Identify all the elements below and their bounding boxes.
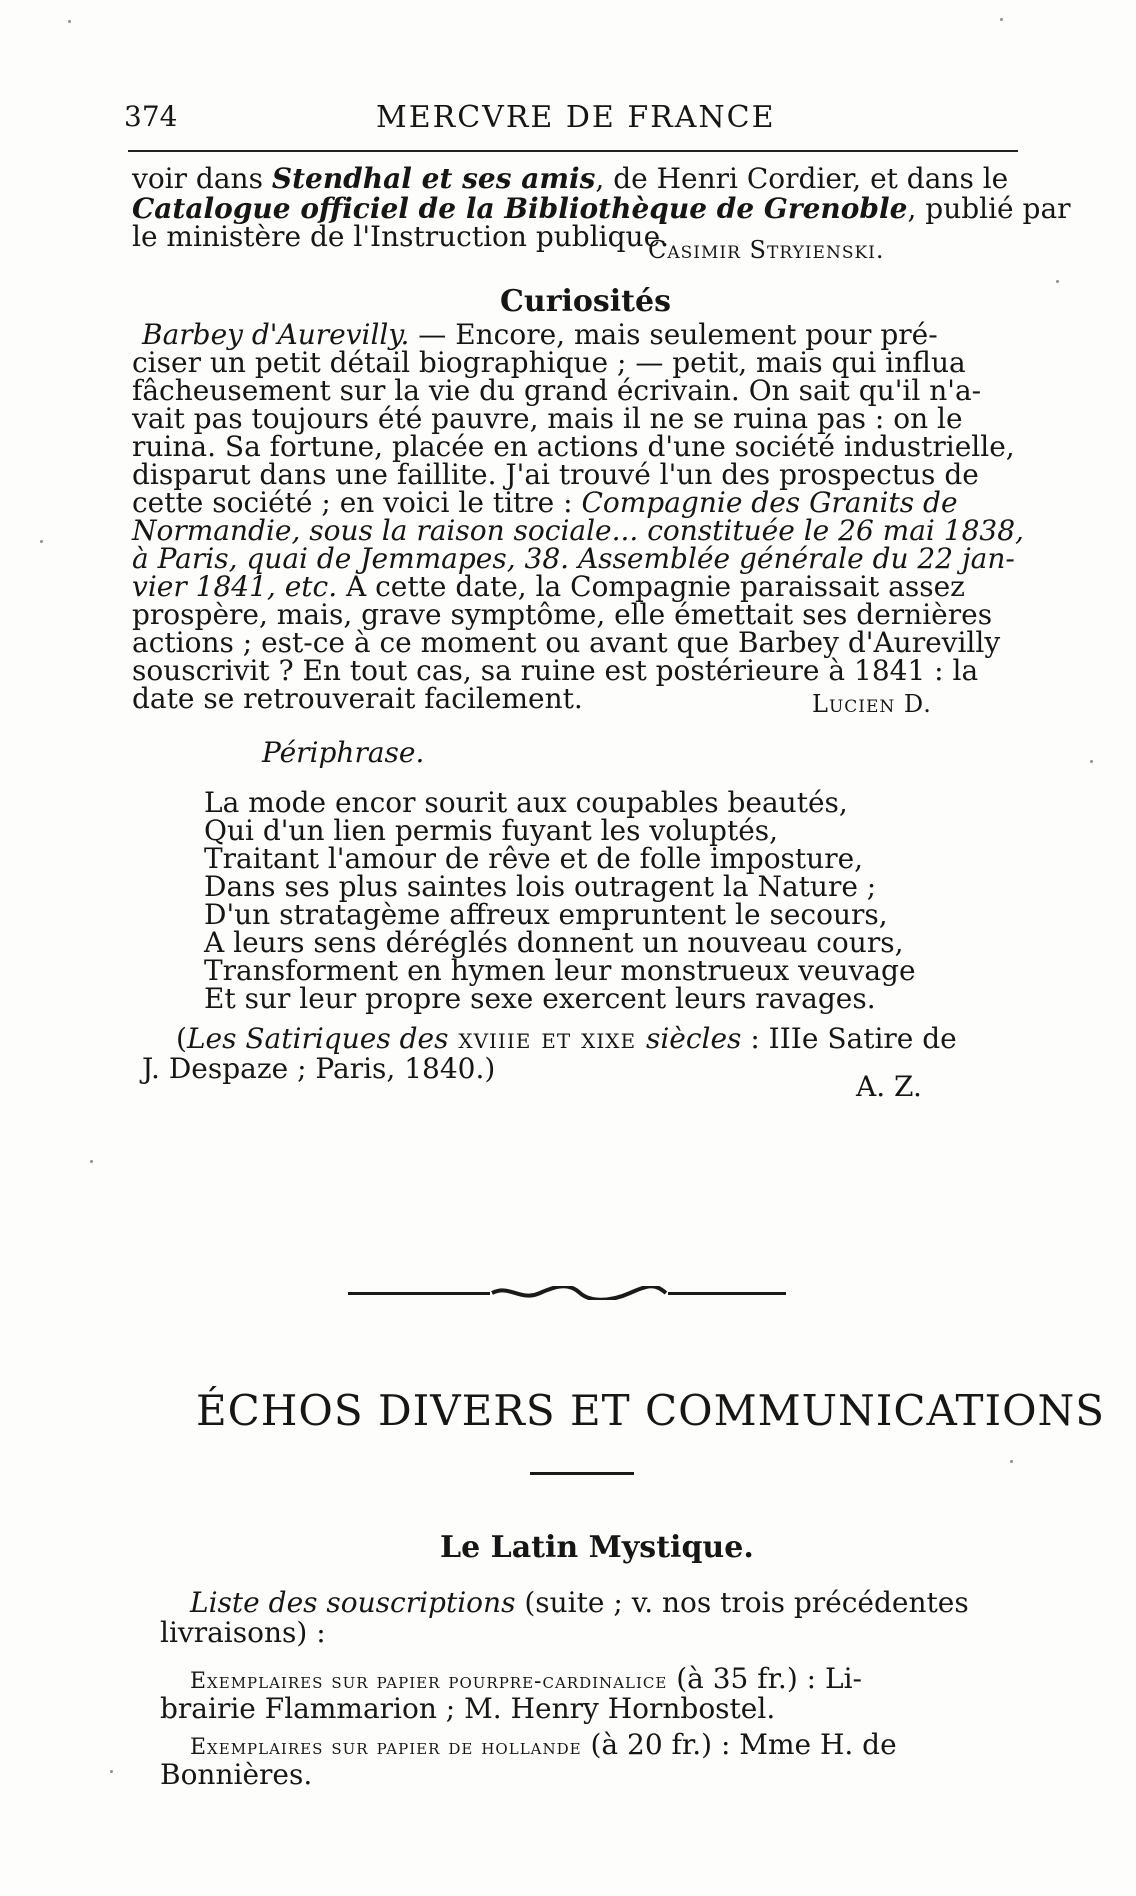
scan-speck (1000, 18, 1003, 21)
text-line: J. Despaze ; Paris, 1840.) (142, 1052, 496, 1085)
verse: Dans ses plus saintes lois outragent la Nature ; (204, 870, 877, 903)
signature: A. Z. (856, 1070, 922, 1103)
text-line: souscrivit ? En tout cas, sa ruine est postérieure à 1841 : la (132, 654, 979, 687)
text-line: ruina. Sa fortune, placée en actions d'une société industrielle, (132, 430, 1015, 463)
text-line (176, 1024, 957, 1054)
text-span: Liste des souscriptions (190, 1586, 516, 1619)
scan-speck (68, 20, 71, 23)
verse: La mode encor sourit aux coupables beautés, (204, 786, 848, 819)
book-title: Catalogue officiel de la Bibliothèque de Grenoble (132, 192, 908, 225)
text-span: A cette date, la Compagnie paraissait assez (337, 570, 965, 603)
page-number: 374 (124, 100, 178, 133)
text-line (132, 164, 1008, 194)
text-span: Barbey d'Aurevilly. (142, 318, 410, 351)
text-line (190, 1588, 969, 1618)
scan-speck (110, 1770, 113, 1773)
book-title: Stendhal et ses amis (271, 162, 596, 195)
section-heading: ÉCHOS DIVERS ET COMMUNICATIONS (196, 1386, 1106, 1435)
text-line: Bonnières. (160, 1758, 313, 1791)
text-line: à Paris, quai de Jemmapes, 38. Assemblée générale du 22 jan- (132, 542, 1015, 575)
scan-speck (90, 1160, 93, 1163)
scan-speck (1010, 1460, 1013, 1463)
text-span: Exemplaires sur papier pourpre-cardinalice (190, 1669, 668, 1694)
section-title: Périphrase. (262, 736, 425, 769)
heading-rule (530, 1472, 634, 1475)
signature: Lucien D. (812, 690, 932, 718)
text-span: xviiie et xixe (448, 1022, 646, 1055)
scan-speck (1090, 760, 1093, 763)
text-line: livraisons) : (160, 1616, 326, 1649)
text-span: Compagnie des Granits de (581, 486, 958, 519)
text-span: vier 1841, etc. (132, 570, 338, 603)
text-span: (à 20 fr.) : Mme H. de (581, 1728, 897, 1761)
text-line: Normandie, sous la raison sociale... constituée le 26 mai 1838, (132, 514, 1024, 547)
text-line: fâcheusement sur la vie du grand écrivain. On sait qu'il n'a- (132, 374, 982, 407)
verse: Transforment en hymen leur monstrueux veuvage (204, 954, 916, 987)
text-span: (à 35 fr.) : Li- (667, 1662, 862, 1695)
text-span: Exemplaires sur papier de hollande (190, 1735, 582, 1760)
text-span: , publié par (907, 192, 1071, 225)
text-line: ciser un petit détail biographique ; — petit, mais qui influa (132, 346, 966, 379)
running-title: MERCVRE DE FRANCE (376, 100, 776, 135)
text-line: disparut dans une faillite. J'ai trouvé l'un des prospectus de (132, 458, 979, 491)
text-span: , de Henri Cordier, et dans le (595, 162, 1009, 195)
header-rule (128, 150, 1018, 152)
text-line: vait pas toujours été pauvre, mais il ne se ruina pas : on le (132, 402, 963, 435)
ornament-rule-left (348, 1292, 490, 1295)
text-line: date se retrouverait facilement. (132, 682, 583, 715)
text-line: brairie Flammarion ; M. Henry Hornbostel. (160, 1692, 776, 1725)
text-line: prospère, mais, grave symptôme, elle émettait ses dernières (132, 598, 993, 631)
text-span: cette société ; en voici le titre : (132, 486, 582, 519)
text-span: (suite ; v. nos trois précédentes (515, 1586, 969, 1619)
ornament-flourish (490, 1286, 668, 1300)
text-line: actions ; est-ce à ce moment ou avant que Barbey d'Aurevilly (132, 626, 1001, 659)
verse: A leurs sens déréglés donnent un nouveau cours, (204, 926, 904, 959)
signature: Casimir Stryienski. (648, 236, 885, 264)
text-span: : IIIe Satire de (741, 1022, 957, 1055)
text-span: Les Satiriques des (186, 1022, 449, 1055)
verse: D'un stratagème affreux empruntent le secours, (204, 898, 888, 931)
verse: Traitant l'amour de rêve et de folle imposture, (204, 842, 864, 875)
verse: Qui d'un lien permis fuyant les voluptés, (204, 814, 779, 847)
text-span: ( (176, 1022, 187, 1055)
scan-speck (1056, 280, 1059, 283)
scan-speck (40, 540, 43, 543)
text-span: siècles (645, 1022, 742, 1055)
subsection-title: Le Latin Mystique. (440, 1530, 754, 1565)
text-line: le ministère de l'Instruction publique. (132, 220, 670, 253)
text-span: — Encore, mais seulement pour pré- (409, 318, 938, 351)
verse: Et sur leur propre sexe exercent leurs ravages. (204, 982, 876, 1015)
ornament-rule-right (668, 1292, 786, 1295)
text-span: voir dans (132, 162, 272, 195)
section-title: Curiosités (500, 284, 672, 319)
